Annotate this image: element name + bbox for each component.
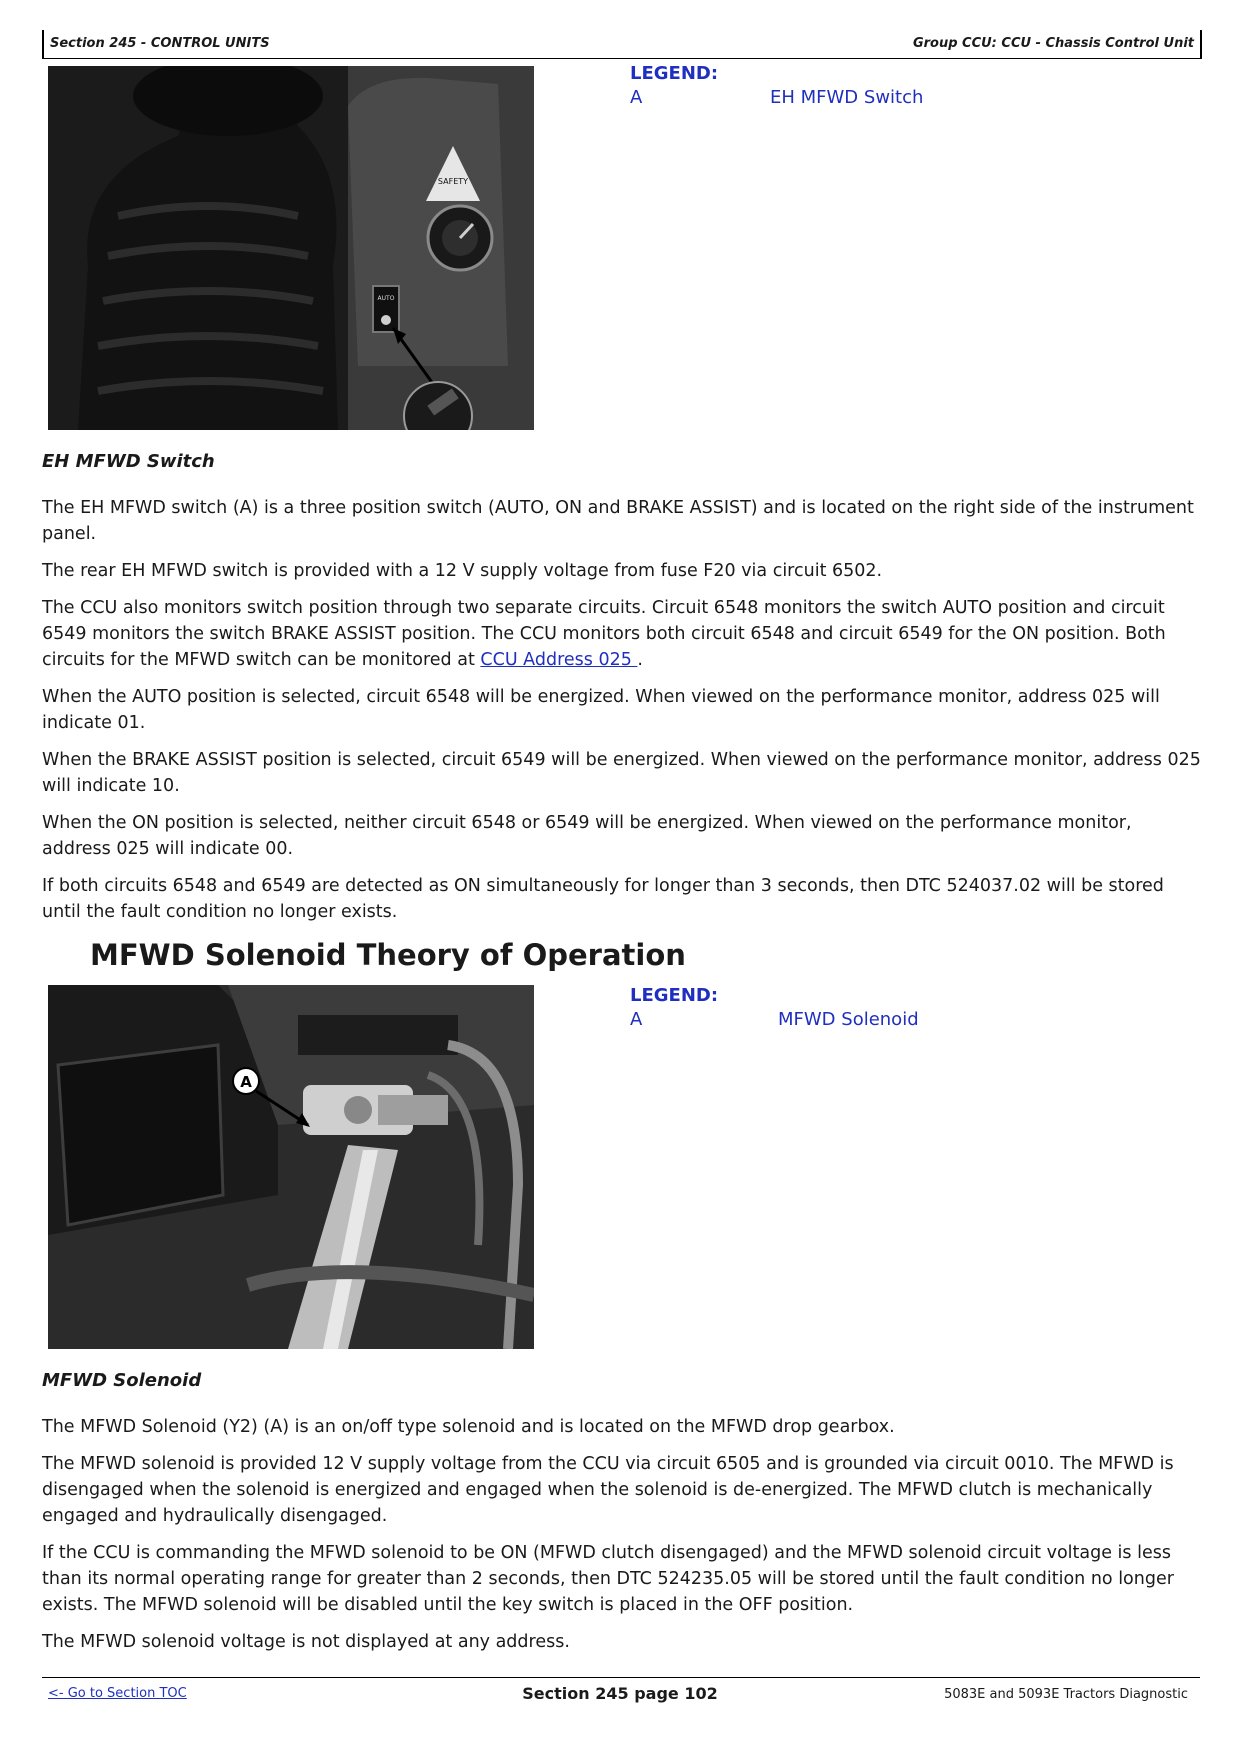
footer-rule [42, 1677, 1200, 1678]
mfwd-solenoid-photo [48, 985, 534, 1349]
figure2-legend [630, 985, 919, 1030]
legend-value: EH MFWD Switch [770, 87, 924, 108]
legend-key: A [630, 87, 643, 108]
paragraph: The MFWD solenoid voltage is not displayed at any address. [42, 1632, 570, 1652]
legend-title: LEGEND: [630, 985, 719, 1006]
paragraph: The MFWD Solenoid (Y2) (A) is an on/off type solenoid and is located on the MFWD drop gearbox. [42, 1417, 895, 1437]
paragraph: The EH MFWD switch (A) is a three position switch (AUTO, ON and BRAKE ASSIST) and is located on the right side of the instrument panel. [42, 498, 1194, 544]
eh-mfwd-switch-photo [48, 66, 534, 430]
callout-a-2: A [240, 1073, 252, 1091]
paragraph-text: The CCU also monitors switch position through two separate circuits. Circuit 6548 monitors the switch AUTO position and circuit 6549 monitors the switch BRAKE ASSIST position. The CCU monitors both circuit 6548 and circuit 6549 for the ON position. Both circuits for the MFWD switch can be monitored at [42, 598, 1166, 670]
section-toc-link[interactable]: <- Go to Section TOC [48, 1686, 187, 1701]
legend-key: A [630, 1009, 643, 1030]
legend-value: MFWD Solenoid [778, 1009, 919, 1030]
paragraph: When the ON position is selected, neither circuit 6548 or 6549 will be energized. When viewed on the performance monitor, address 025 will indicate 00. [42, 813, 1132, 859]
photo-safety-text: SAFETY [437, 177, 469, 186]
paragraph: If the CCU is commanding the MFWD solenoid to be ON (MFWD clutch disengaged) and the MFWD solenoid circuit voltage is less than its normal operating range for greater than 2 seconds, then DTC 524235.05 will be stored until the fault condition no longer exists. The MFWD solenoid will be disabled until the key switch is placed in the OFF position. [42, 1543, 1174, 1615]
legend-row [630, 87, 923, 108]
legend-row [630, 1009, 919, 1030]
section-heading: MFWD Solenoid Theory of Operation [90, 938, 686, 972]
header-section: Section 245 - CONTROL UNITS [50, 36, 270, 51]
figure1-legend [630, 63, 923, 108]
section1-body [42, 495, 1202, 936]
paragraph: The rear EH MFWD switch is provided with a 12 V supply voltage from fuse F20 via circuit 6502. [42, 561, 883, 581]
paragraph: When the BRAKE ASSIST position is selected, circuit 6549 will be energized. When viewed on the performance monitor, address 025 will indicate 10. [42, 750, 1201, 796]
header-group: Group CCU: CCU - Chassis Control Unit [912, 36, 1194, 51]
figure2-caption: MFWD Solenoid [42, 1370, 202, 1391]
ccu-address-025-link[interactable]: CCU Address 025 [480, 650, 638, 670]
manual-title: 5083E and 5093E Tractors Diagnostic [944, 1687, 1188, 1702]
paragraph: When the AUTO position is selected, circuit 6548 will be energized. When viewed on the performance monitor, address 025 will indicate 01. [42, 687, 1160, 733]
section2-body [42, 1414, 1202, 1666]
paragraph: If both circuits 6548 and 6549 are detected as ON simultaneously for longer than 3 seconds, then DTC 524037.02 will be stored until the fault condition no longer exists. [42, 876, 1164, 922]
paragraph: The MFWD solenoid is provided 12 V supply voltage from the CCU via circuit 6505 and is grounded via circuit 0010. The MFWD is disengaged when the solenoid is energized and engaged when the solenoid is de-energized. The MFWD clutch is mechanically engaged and hydraulically disengaged. [42, 1454, 1174, 1526]
page-header [42, 30, 1202, 59]
photo-auto-text: AUTO [377, 295, 395, 302]
legend-title: LEGEND: [630, 63, 719, 84]
paragraph [42, 595, 1202, 673]
figure1-caption: EH MFWD Switch [42, 451, 215, 472]
paragraph-text: . [637, 650, 643, 670]
page-number: Section 245 page 102 [522, 1684, 718, 1703]
